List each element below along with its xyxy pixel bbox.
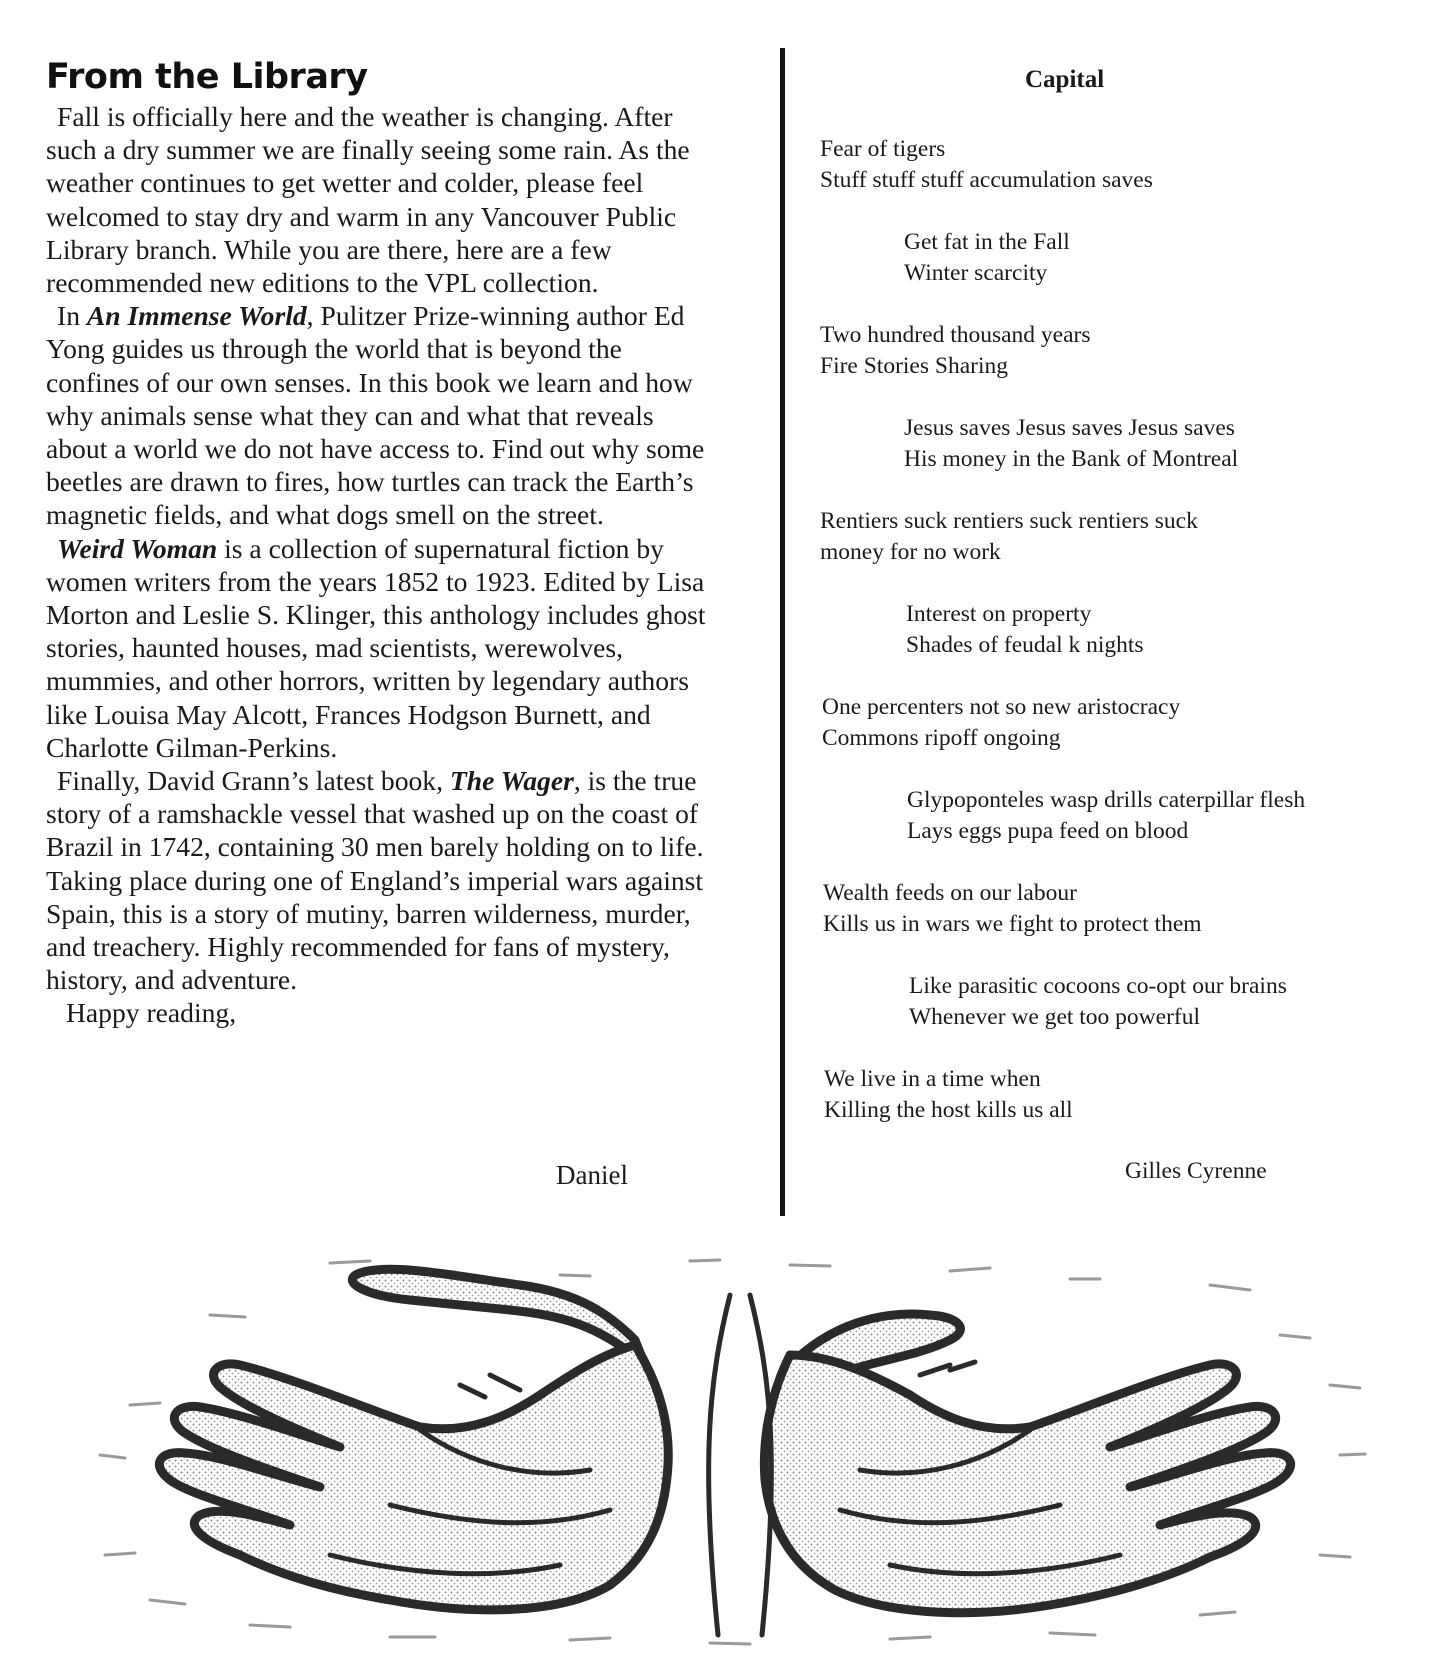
poem-line: Stuff stuff stuff accumulation saves bbox=[820, 167, 1153, 193]
poem-line: One percenters not so new aristocracy bbox=[822, 694, 1181, 720]
p4-lead: Finally, David Grann’s latest book, bbox=[57, 765, 450, 797]
poem-line: Glypoponteles wasp drills caterpillar flesh bbox=[907, 787, 1306, 813]
poem-line: Lays eggs pupa feed on blood bbox=[907, 818, 1189, 844]
poem-title: Capital bbox=[1025, 66, 1105, 93]
book-title-immense-world: An Immense World bbox=[86, 300, 307, 332]
paragraph-weird-woman bbox=[46, 532, 711, 764]
paragraph-immense-world bbox=[46, 299, 711, 531]
poem-author: Gilles Cyrenne bbox=[1125, 1158, 1267, 1184]
poem-line: Killing the host kills us all bbox=[824, 1097, 1073, 1123]
poem-line: Kills us in wars we fight to protect them bbox=[823, 911, 1202, 937]
poem-line: We live in a time when bbox=[824, 1066, 1041, 1092]
poem-line: Interest on property bbox=[906, 601, 1092, 627]
library-article bbox=[46, 100, 711, 1030]
poem-line: Jesus saves Jesus saves Jesus saves bbox=[904, 415, 1235, 441]
book-title-wager: The Wager bbox=[449, 765, 574, 797]
paragraph-wager bbox=[46, 764, 711, 996]
poem-line: Wealth feeds on our labour bbox=[823, 880, 1077, 906]
library-title: From the Library bbox=[46, 57, 368, 97]
library-column bbox=[46, 58, 711, 1030]
paragraph-intro: Fall is officially here and the weather is changing. After such a dry summer we are finally seeing some rain. As the weather continues to get wetter and colder, please feel welcomed to stay dry and warm in any Vancouver Public Library branch. While you are there, here are a few recommended new editions to the VPL collection. bbox=[46, 101, 690, 299]
poem-line: Two hundred thousand years bbox=[820, 322, 1091, 348]
p2-text: , Pulitzer Prize-winning author Ed Yong guides us through the world that is beyond the confines of our own senses. In this book we learn and how why animals sense what they can and what that reveals about a world we do not have access to. Find out why some beetles are drawn to fires, how turtles can track the Earth’s magnetic fields, and what dogs smell on the street. bbox=[46, 300, 705, 531]
library-author: Daniel bbox=[556, 1160, 628, 1190]
p3-text: is a collection of supernatural fiction by women writers from the years 1852 to 1923. Edited by Lisa Morton and Leslie S. Klinger, this anthology includes ghost stories, haunted houses, mad scientists, werewolves, mummies, and other horrors, written by legendary authors like Louisa May Alcott, Frances Hodgson Burnett, and Charlotte Gilman-Perkins. bbox=[46, 532, 706, 763]
column-divider bbox=[780, 48, 785, 1216]
book-title-weird-woman: Weird Woman bbox=[57, 532, 218, 564]
poem-line: His money in the Bank of Montreal bbox=[904, 446, 1239, 472]
p4-text: , is the true story of a ramshackle vessel that washed up on the coast of Brazil in 1742, containing 30 men barely holding on to life. Taking place during one of England’s imperial wars against Spain, this is a story of mutiny, barren wilderness, murder, and treachery. Highly recommended for fans of mystery, history, and adventure. bbox=[46, 765, 704, 996]
poem-line: Winter scarcity bbox=[904, 260, 1048, 286]
p2-lead: In bbox=[57, 300, 87, 332]
hands-woodcut-illustration bbox=[90, 1255, 1380, 1650]
poem-line: Whenever we get too powerful bbox=[909, 1004, 1201, 1030]
poem-line: Like parasitic cocoons co-opt our brains bbox=[909, 973, 1287, 999]
poem-line: money for no work bbox=[820, 539, 1001, 565]
poem-line: Fear of tigers bbox=[820, 136, 946, 162]
poem-line: Shades of feudal k nights bbox=[906, 632, 1144, 658]
poem-line: Rentiers suck rentiers suck rentiers suck bbox=[820, 508, 1198, 534]
poem-line: Fire Stories Sharing bbox=[820, 353, 1008, 379]
poem-line: Commons ripoff ongoing bbox=[822, 725, 1061, 751]
signoff: Happy reading, bbox=[66, 997, 237, 1029]
poem-line: Get fat in the Fall bbox=[904, 229, 1070, 255]
